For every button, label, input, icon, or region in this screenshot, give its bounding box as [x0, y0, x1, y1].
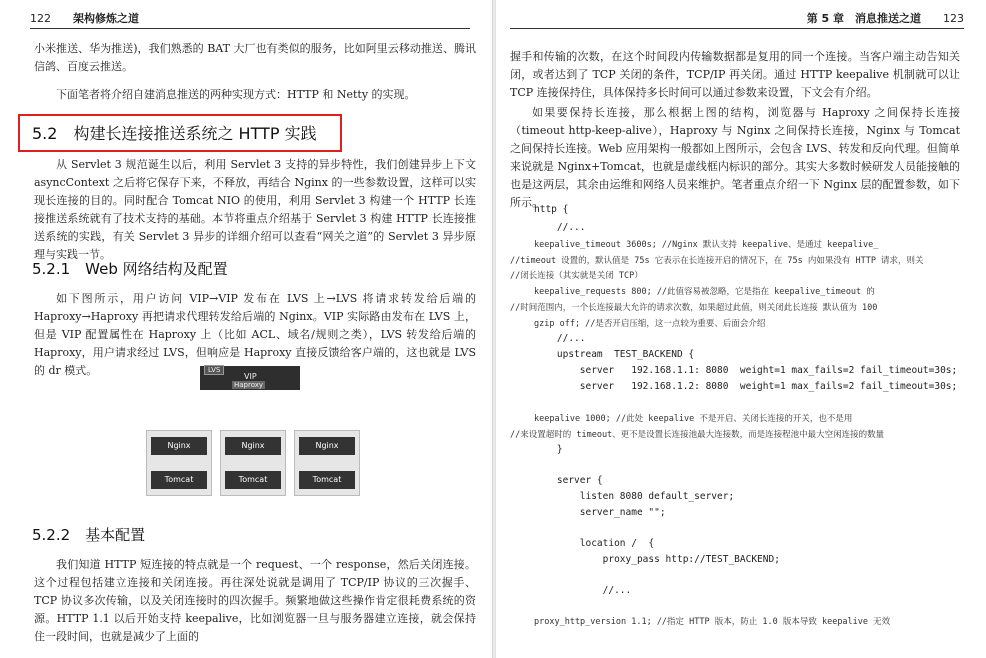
server-1 [146, 430, 212, 496]
section-heading: 5.2 构建长连接推送系统之 HTTP 实践 [32, 124, 317, 143]
book-title: 架构修炼之道 [73, 12, 139, 25]
nginx-node: Nginx [151, 437, 207, 455]
vip-node [200, 366, 300, 390]
subsection-heading: 5.2.1 Web 网络结构及配置 [32, 260, 228, 278]
code-line: keepalive 1000; //此处 keepalive 不是开启、关闭长连接的开关，也不是用 [534, 414, 853, 424]
code-comment: //闭长连接（其实就是关闭 TCP） [510, 271, 643, 281]
subsection-paragraph-2: 我们知道 HTTP 短连接的特点就是一个 request、一个 response，然后关闭连接。这个过程包括建立连接和关闭连接。再往深处说就是调用了 TCP/IP 协议的三次握手、TCP 协议多次传输，以及关闭连接时的四次握手。频繁地做这些操作肯定很耗费系统的资源。HTTP 1.1 以后开始支持 keepalive，比如浏览器一旦与服务器建立连接，就会保持住一段时间，也就是减少了上面的 [34, 558, 476, 643]
code-line: http { [534, 204, 569, 215]
code-line: //... [534, 222, 586, 233]
header-rule [30, 28, 470, 29]
header-rule [510, 28, 964, 29]
code-line: server 192.168.1.2: 8080 weight=1 max_fails=2 fail_timeout=30s; [534, 381, 958, 392]
nginx-node: Nginx [299, 437, 355, 455]
subsection-paragraph: 如下图所示，用户访问 VIP→VIP 发布在 LVS 上→LVS 将请求转发给后端的 Haproxy→Haproxy 再把请求代理转发给后端的 Nginx。VIP 实际路由发布在 LVS 上，但是 VIP 配置属性在 Haproxy 上（比如 ACL、域名/规则之类），LVS 转发给后端的 Haproxy，用户请求经过 LVS，但响应是 Haproxy 直接反馈给客户端的，这也就是 LVS 的 dr 模式。 [34, 292, 476, 377]
code-line: server 192.168.1.1: 8080 weight=1 max_fails=2 fail_timeout=30s; [534, 365, 958, 376]
paragraph-2: 如果要保持长连接，那么根据上图的结构，浏览器与 Haproxy 之间保持长连接（timeout http-keep-alive），Haproxy 与 Nginx 之间保持长连接，Nginx 与 Tomcat 之间保持长连接。Web 应用架构一般都如上图所示，会包含 LVS、转发和反向代理。但简单来说就是 Nginx+Tomcat，也就是虚线框内标识的部分。其实大多数时候研发人员能接触的也是这两层，其余由运维和网络人员来维护。笔者重点介绍一下 Nginx 层的配置参数，如下所示。 [510, 106, 960, 209]
right-page-header [807, 10, 964, 26]
left-page [0, 0, 492, 658]
code-line: proxy_pass http://TEST_BACKEND; [534, 554, 780, 565]
subsection-heading-2: 5.2.2 基本配置 [32, 526, 146, 544]
server-2 [220, 430, 286, 496]
nginx-node: Nginx [225, 437, 281, 455]
left-page-header [30, 10, 139, 26]
code-line: upstream TEST_BACKEND { [534, 349, 695, 360]
tomcat-node: Tomcat [299, 471, 355, 489]
code-line: keepalive_timeout 3600s; //Nginx 默认支持 keepalive、是通过 keepalive_ [534, 240, 879, 250]
tomcat-node: Tomcat [151, 471, 207, 489]
section-paragraph: 从 Servlet 3 规范诞生以后，利用 Servlet 3 支持的异步特性，我们创建异步上下文 asyncContext 之后将它保存下来，不释放，再结合 Nginx 的一些参数设置，这样可以实现长连接的目的。同时配合 Tomcat NIO 的使用，利用 Servlet 3 构建一个 HTTP 长连接推送系统就有了技术支持的基础。本节将重点介绍基于 Servlet 3 构建 HTTP 长连接推送系统的实践，有关 Servlet 3 异步的详细介绍可以查看“网关之道”的 Servlet 3 异步原理与实践一节。 [34, 158, 476, 261]
code-line: server_name ""; [534, 507, 666, 518]
code-line: location / { [534, 538, 655, 549]
haproxy-label: Haproxy [234, 381, 264, 389]
vip-label: VIP [244, 372, 257, 381]
paragraph: 握手和传输的次数，在这个时间段内传输数据都是复用的同一个连接。当客户端主动告知关闭，或者达到了 TCP 关闭的条件，TCP/IP 再关闭。通过 HTTP keepalive 机制就可以让 TCP 连接保持住，具体保持多长时间可以通过参数来设置，下文会有介绍。 [510, 50, 960, 99]
code-line: //... [534, 333, 586, 344]
code-comment: //时间范围内，一个长连接最大允许的请求次数，如果超过此值，则关闭此长连接 默认值为 100 [510, 303, 878, 313]
code-comment: //来设置超时的 timeout、更不是设置长连接池最大连接数，而是连接程池中最大空闲连接的数量 [510, 430, 885, 440]
server-3 [294, 430, 360, 496]
intro-paragraph: 小米推送、华为推送)，我们熟悉的 BAT 大厂也有类似的服务，比如阿里云移动推送、腾讯信鸽、百度云推送。 [34, 42, 476, 73]
code-comment: //timeout 设置的，默认值是 75s 它表示在长连接开启的情况下，在 75s 内如果没有 HTTP 请求，则关 [510, 256, 924, 266]
code-line: } [534, 444, 563, 455]
chapter-label: 第 5 章 消息推送之道 [806, 12, 921, 25]
code-line: proxy_http_version 1.1; //指定 HTTP 版本，防止 1.0 版本导致 keepalive 无效 [534, 617, 891, 627]
code-line: gzip off; //是否开启压缩，这一点较为重要、后面会介绍 [534, 319, 766, 329]
page-number: 122 [30, 11, 51, 25]
right-page [496, 0, 986, 658]
lvs-label: LVS [204, 365, 224, 375]
code-line: //... [534, 585, 632, 596]
page-number: 123 [943, 11, 964, 25]
code-line: server { [534, 475, 603, 486]
intro-paragraph-2: 下面笔者将介绍自建消息推送的两种实现方式：HTTP 和 Netty 的实现。 [56, 88, 416, 101]
code-line: listen 8080 default_server; [534, 491, 735, 502]
code-line: keepalive_requests 800; //此值容易被忽略，它是指在 keepalive_timeout 的 [534, 287, 875, 297]
tomcat-node: Tomcat [225, 471, 281, 489]
